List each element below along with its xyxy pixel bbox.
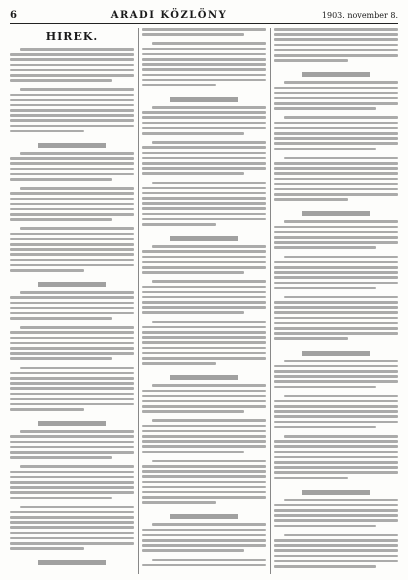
text-line-placeholder bbox=[10, 253, 134, 256]
text-line-placeholder bbox=[142, 410, 244, 413]
text-line-placeholder bbox=[274, 167, 398, 170]
text-line-placeholder bbox=[10, 393, 134, 396]
text-line-placeholder bbox=[274, 461, 398, 464]
subheading-placeholder bbox=[38, 143, 106, 148]
text-line-placeholder bbox=[274, 504, 398, 507]
text-line-placeholder bbox=[274, 276, 398, 279]
text-line-placeholder bbox=[284, 435, 398, 438]
column-1 bbox=[10, 28, 134, 574]
column-divider bbox=[138, 28, 139, 574]
text-line-placeholder bbox=[10, 168, 134, 171]
header-rule bbox=[10, 23, 398, 24]
text-line-placeholder bbox=[10, 238, 134, 241]
subheading-placeholder bbox=[170, 514, 238, 519]
subheading-placeholder bbox=[38, 560, 106, 565]
text-line-placeholder bbox=[10, 357, 112, 360]
text-line-placeholder bbox=[10, 94, 134, 97]
paragraph-gap bbox=[142, 555, 266, 559]
text-line-placeholder bbox=[10, 74, 134, 77]
column-3 bbox=[274, 28, 398, 574]
text-line-placeholder bbox=[142, 336, 266, 339]
text-line-placeholder bbox=[10, 192, 134, 195]
text-line-placeholder bbox=[10, 497, 112, 500]
masthead: ARADI KÖZLÖNY bbox=[110, 9, 228, 21]
text-line-placeholder bbox=[142, 534, 266, 537]
text-line-placeholder bbox=[152, 182, 266, 185]
column-divider bbox=[270, 28, 271, 574]
text-line-placeholder bbox=[10, 347, 134, 350]
text-line-placeholder bbox=[142, 357, 266, 360]
text-line-placeholder bbox=[142, 74, 266, 77]
text-line-placeholder bbox=[10, 302, 134, 305]
subheading-placeholder bbox=[38, 421, 106, 426]
text-line-placeholder bbox=[274, 311, 398, 314]
text-line-placeholder bbox=[142, 250, 266, 253]
text-line-placeholder bbox=[142, 152, 266, 155]
text-line-placeholder bbox=[142, 79, 266, 82]
paragraph-gap bbox=[10, 274, 134, 278]
text-line-placeholder bbox=[152, 419, 266, 422]
text-line-placeholder bbox=[142, 470, 266, 473]
text-line-placeholder bbox=[10, 317, 112, 320]
text-line-placeholder bbox=[274, 509, 398, 512]
text-line-placeholder bbox=[10, 162, 134, 165]
text-line-placeholder bbox=[20, 227, 134, 230]
text-line-placeholder bbox=[274, 332, 398, 335]
subheading-placeholder bbox=[38, 282, 106, 287]
text-line-placeholder bbox=[274, 87, 398, 90]
text-line-placeholder bbox=[142, 326, 266, 329]
text-line-placeholder bbox=[274, 440, 398, 443]
text-line-placeholder bbox=[10, 178, 112, 181]
text-line-placeholder bbox=[142, 296, 266, 299]
text-line-placeholder bbox=[142, 157, 266, 160]
paragraph-gap bbox=[10, 552, 134, 556]
text-line-placeholder bbox=[274, 555, 398, 558]
text-line-placeholder bbox=[10, 69, 134, 72]
text-line-placeholder bbox=[152, 106, 266, 109]
text-line-placeholder bbox=[10, 208, 134, 211]
column-text-placeholder bbox=[142, 28, 266, 566]
text-line-placeholder bbox=[10, 119, 134, 122]
text-line-placeholder bbox=[142, 445, 266, 448]
text-line-placeholder bbox=[274, 544, 398, 547]
text-line-placeholder bbox=[142, 48, 266, 51]
text-line-placeholder bbox=[142, 430, 266, 433]
text-line-placeholder bbox=[274, 405, 398, 408]
page-number: 6 bbox=[10, 9, 17, 21]
text-line-placeholder bbox=[274, 375, 398, 378]
text-line-placeholder bbox=[10, 307, 134, 310]
text-line-placeholder bbox=[10, 312, 134, 315]
text-line-placeholder bbox=[142, 306, 266, 309]
text-line-placeholder bbox=[10, 387, 134, 390]
subheading-placeholder bbox=[170, 375, 238, 380]
article-columns bbox=[10, 28, 398, 574]
text-line-placeholder bbox=[274, 261, 398, 264]
text-line-placeholder bbox=[10, 403, 134, 406]
text-line-placeholder bbox=[284, 220, 398, 223]
text-line-placeholder bbox=[10, 342, 134, 345]
text-line-placeholder bbox=[10, 125, 134, 128]
text-line-placeholder bbox=[10, 173, 134, 176]
text-line-placeholder bbox=[142, 167, 266, 170]
text-line-placeholder bbox=[274, 44, 398, 47]
text-line-placeholder bbox=[284, 81, 398, 84]
text-line-placeholder bbox=[10, 382, 134, 385]
text-line-placeholder bbox=[274, 445, 398, 448]
text-line-placeholder bbox=[10, 104, 134, 107]
paragraph-gap bbox=[10, 135, 134, 139]
text-line-placeholder bbox=[274, 59, 348, 62]
text-line-placeholder bbox=[142, 207, 266, 210]
text-line-placeholder bbox=[274, 188, 398, 191]
text-line-placeholder bbox=[274, 231, 398, 234]
text-line-placeholder bbox=[20, 367, 134, 370]
text-line-placeholder bbox=[142, 271, 244, 274]
text-line-placeholder bbox=[10, 203, 134, 206]
text-line-placeholder bbox=[10, 248, 134, 251]
text-line-placeholder bbox=[10, 377, 134, 380]
text-line-placeholder bbox=[152, 141, 266, 144]
text-line-placeholder bbox=[10, 157, 134, 160]
column-2 bbox=[142, 28, 266, 574]
text-line-placeholder bbox=[10, 521, 134, 524]
text-line-placeholder bbox=[20, 187, 134, 190]
paragraph-gap bbox=[10, 413, 134, 417]
section-heading: HIREK. bbox=[45, 30, 99, 43]
text-line-placeholder bbox=[142, 122, 266, 125]
text-line-placeholder bbox=[10, 435, 134, 438]
text-line-placeholder bbox=[284, 116, 398, 119]
text-line-placeholder bbox=[274, 421, 398, 424]
column-text-placeholder bbox=[10, 48, 134, 565]
text-line-placeholder bbox=[142, 451, 244, 454]
text-line-placeholder bbox=[274, 519, 398, 522]
text-line-placeholder bbox=[274, 477, 348, 480]
text-line-placeholder bbox=[142, 197, 266, 200]
text-line-placeholder bbox=[10, 331, 134, 334]
text-line-placeholder bbox=[274, 549, 398, 552]
text-line-placeholder bbox=[10, 64, 134, 67]
text-line-placeholder bbox=[284, 157, 398, 160]
text-line-placeholder bbox=[10, 218, 112, 221]
subheading-placeholder bbox=[302, 490, 370, 495]
text-line-placeholder bbox=[274, 525, 376, 528]
text-line-placeholder bbox=[274, 451, 398, 454]
text-line-placeholder bbox=[274, 337, 348, 340]
text-line-placeholder bbox=[10, 296, 134, 299]
text-line-placeholder bbox=[10, 53, 134, 56]
text-line-placeholder bbox=[284, 256, 398, 259]
paragraph-gap bbox=[142, 89, 266, 93]
text-line-placeholder bbox=[274, 415, 398, 418]
text-line-placeholder bbox=[274, 28, 398, 31]
text-line-placeholder bbox=[152, 384, 266, 387]
text-line-placeholder bbox=[142, 352, 266, 355]
text-line-placeholder bbox=[142, 291, 266, 294]
text-line-placeholder bbox=[274, 306, 398, 309]
issue-date: 1903. november 8. bbox=[321, 10, 398, 20]
text-line-placeholder bbox=[142, 256, 266, 259]
text-line-placeholder bbox=[10, 476, 134, 479]
text-line-placeholder bbox=[284, 360, 398, 363]
paragraph-gap bbox=[274, 343, 398, 347]
text-line-placeholder bbox=[274, 317, 398, 320]
text-line-placeholder bbox=[284, 296, 398, 299]
text-line-placeholder bbox=[10, 537, 134, 540]
text-line-placeholder bbox=[142, 33, 244, 36]
text-line-placeholder bbox=[274, 565, 376, 568]
text-line-placeholder bbox=[152, 42, 266, 45]
text-line-placeholder bbox=[20, 465, 134, 468]
paragraph-gap bbox=[274, 203, 398, 207]
subheading-placeholder bbox=[302, 72, 370, 77]
subheading-placeholder bbox=[170, 97, 238, 102]
text-line-placeholder bbox=[142, 539, 266, 542]
text-line-placeholder bbox=[142, 529, 266, 532]
text-line-placeholder bbox=[142, 187, 266, 190]
text-line-placeholder bbox=[274, 287, 376, 290]
text-line-placeholder bbox=[142, 544, 266, 547]
paragraph-gap bbox=[142, 228, 266, 232]
text-line-placeholder bbox=[142, 261, 266, 264]
text-line-placeholder bbox=[152, 559, 266, 562]
text-line-placeholder bbox=[142, 68, 266, 71]
text-line-placeholder bbox=[142, 132, 244, 135]
text-line-placeholder bbox=[10, 233, 134, 236]
text-line-placeholder bbox=[274, 301, 398, 304]
text-line-placeholder bbox=[10, 352, 134, 355]
text-line-placeholder bbox=[142, 63, 266, 66]
text-line-placeholder bbox=[274, 38, 398, 41]
paragraph-gap bbox=[10, 363, 134, 367]
text-line-placeholder bbox=[142, 311, 244, 314]
text-line-placeholder bbox=[142, 286, 266, 289]
text-line-placeholder bbox=[142, 116, 266, 119]
paragraph-gap bbox=[142, 178, 266, 182]
text-line-placeholder bbox=[274, 271, 398, 274]
text-line-placeholder bbox=[20, 326, 134, 329]
text-line-placeholder bbox=[274, 54, 398, 57]
text-line-placeholder bbox=[142, 84, 216, 87]
text-line-placeholder bbox=[274, 241, 398, 244]
text-line-placeholder bbox=[274, 49, 398, 52]
text-line-placeholder bbox=[274, 236, 398, 239]
text-line-placeholder bbox=[274, 282, 398, 285]
text-line-placeholder bbox=[20, 88, 134, 91]
text-line-placeholder bbox=[142, 127, 266, 130]
text-line-placeholder bbox=[142, 192, 266, 195]
paragraph-gap bbox=[274, 482, 398, 486]
text-line-placeholder bbox=[142, 400, 266, 403]
text-line-placeholder bbox=[142, 347, 266, 350]
text-line-placeholder bbox=[284, 395, 398, 398]
text-line-placeholder bbox=[20, 506, 134, 509]
text-line-placeholder bbox=[10, 213, 134, 216]
text-line-placeholder bbox=[274, 514, 398, 517]
text-line-placeholder bbox=[142, 218, 266, 221]
text-line-placeholder bbox=[274, 327, 398, 330]
text-line-placeholder bbox=[142, 491, 266, 494]
text-line-placeholder bbox=[274, 142, 398, 145]
text-line-placeholder bbox=[274, 471, 398, 474]
text-line-placeholder bbox=[274, 137, 398, 140]
text-line-placeholder bbox=[10, 511, 134, 514]
text-line-placeholder bbox=[142, 564, 266, 567]
text-line-placeholder bbox=[10, 99, 134, 102]
text-line-placeholder bbox=[142, 202, 266, 205]
text-line-placeholder bbox=[10, 547, 84, 550]
text-line-placeholder bbox=[274, 370, 398, 373]
text-line-placeholder bbox=[10, 516, 134, 519]
text-line-placeholder bbox=[142, 146, 266, 149]
text-line-placeholder bbox=[274, 226, 398, 229]
text-line-placeholder bbox=[274, 183, 398, 186]
text-line-placeholder bbox=[10, 542, 134, 545]
text-line-placeholder bbox=[142, 465, 266, 468]
text-line-placeholder bbox=[274, 102, 398, 105]
text-line-placeholder bbox=[142, 172, 244, 175]
text-line-placeholder bbox=[274, 198, 348, 201]
column-text-placeholder bbox=[274, 28, 398, 568]
text-line-placeholder bbox=[274, 172, 398, 175]
text-line-placeholder bbox=[20, 430, 134, 433]
text-line-placeholder bbox=[10, 58, 134, 61]
text-line-placeholder bbox=[274, 107, 376, 110]
text-line-placeholder bbox=[10, 243, 134, 246]
text-line-placeholder bbox=[274, 148, 376, 151]
text-line-placeholder bbox=[10, 471, 134, 474]
text-line-placeholder bbox=[20, 152, 134, 155]
text-line-placeholder bbox=[142, 501, 216, 504]
text-line-placeholder bbox=[142, 111, 266, 114]
text-line-placeholder bbox=[10, 198, 134, 201]
text-line-placeholder bbox=[274, 122, 398, 125]
subheading-placeholder bbox=[302, 211, 370, 216]
text-line-placeholder bbox=[274, 560, 398, 563]
text-line-placeholder bbox=[10, 79, 112, 82]
text-line-placeholder bbox=[10, 264, 134, 267]
text-line-placeholder bbox=[274, 400, 398, 403]
text-line-placeholder bbox=[10, 337, 134, 340]
text-line-placeholder bbox=[142, 425, 266, 428]
text-line-placeholder bbox=[142, 395, 266, 398]
text-line-placeholder bbox=[10, 526, 134, 529]
text-line-placeholder bbox=[10, 486, 134, 489]
text-line-placeholder bbox=[142, 481, 266, 484]
text-line-placeholder bbox=[274, 178, 398, 181]
text-line-placeholder bbox=[142, 405, 266, 408]
text-line-placeholder bbox=[142, 341, 266, 344]
text-line-placeholder bbox=[152, 523, 266, 526]
paragraph-gap bbox=[142, 506, 266, 510]
text-line-placeholder bbox=[142, 362, 216, 365]
text-line-placeholder bbox=[274, 246, 376, 249]
text-line-placeholder bbox=[274, 322, 398, 325]
text-line-placeholder bbox=[274, 193, 398, 196]
paragraph-gap bbox=[142, 367, 266, 371]
text-line-placeholder bbox=[274, 162, 398, 165]
text-line-placeholder bbox=[152, 460, 266, 463]
text-line-placeholder bbox=[274, 410, 398, 413]
text-line-placeholder bbox=[284, 534, 398, 537]
text-line-placeholder bbox=[10, 408, 84, 411]
text-line-placeholder bbox=[142, 496, 266, 499]
text-line-placeholder bbox=[10, 456, 112, 459]
text-line-placeholder bbox=[10, 441, 134, 444]
text-line-placeholder bbox=[142, 549, 244, 552]
text-line-placeholder bbox=[284, 499, 398, 502]
subheading-placeholder bbox=[170, 236, 238, 241]
text-line-placeholder bbox=[274, 127, 398, 130]
text-line-placeholder bbox=[142, 162, 266, 165]
text-line-placeholder bbox=[142, 53, 266, 56]
text-line-placeholder bbox=[274, 386, 376, 389]
text-line-placeholder bbox=[20, 48, 134, 51]
text-line-placeholder bbox=[152, 321, 266, 324]
text-line-placeholder bbox=[10, 451, 134, 454]
paragraph-gap bbox=[274, 252, 398, 256]
text-line-placeholder bbox=[10, 446, 134, 449]
text-line-placeholder bbox=[274, 456, 398, 459]
text-line-placeholder bbox=[10, 269, 84, 272]
text-line-placeholder bbox=[142, 435, 266, 438]
text-line-placeholder bbox=[142, 301, 266, 304]
text-line-placeholder bbox=[274, 33, 398, 36]
text-line-placeholder bbox=[10, 130, 84, 133]
text-line-placeholder bbox=[10, 532, 134, 535]
text-line-placeholder bbox=[142, 266, 266, 269]
text-line-placeholder bbox=[274, 266, 398, 269]
text-line-placeholder bbox=[274, 539, 398, 542]
text-line-placeholder bbox=[142, 331, 266, 334]
text-line-placeholder bbox=[274, 92, 398, 95]
text-line-placeholder bbox=[142, 223, 216, 226]
text-line-placeholder bbox=[142, 213, 266, 216]
text-line-placeholder bbox=[152, 280, 266, 283]
text-line-placeholder bbox=[274, 132, 398, 135]
text-line-placeholder bbox=[142, 390, 266, 393]
text-line-placeholder bbox=[10, 372, 134, 375]
text-line-placeholder bbox=[20, 291, 134, 294]
text-line-placeholder bbox=[142, 58, 266, 61]
text-line-placeholder bbox=[274, 466, 398, 469]
text-line-placeholder bbox=[10, 109, 134, 112]
text-line-placeholder bbox=[10, 114, 134, 117]
paragraph-gap bbox=[274, 64, 398, 68]
text-line-placeholder bbox=[10, 481, 134, 484]
text-line-placeholder bbox=[142, 486, 266, 489]
text-line-placeholder bbox=[274, 426, 376, 429]
text-line-placeholder bbox=[10, 259, 134, 262]
text-line-placeholder bbox=[142, 440, 266, 443]
text-line-placeholder bbox=[274, 97, 398, 100]
text-line-placeholder bbox=[10, 398, 134, 401]
page-header bbox=[10, 8, 398, 22]
text-line-placeholder bbox=[152, 245, 266, 248]
text-line-placeholder bbox=[142, 28, 266, 31]
text-line-placeholder bbox=[142, 475, 266, 478]
text-line-placeholder bbox=[274, 365, 398, 368]
subheading-placeholder bbox=[302, 351, 370, 356]
text-line-placeholder bbox=[10, 491, 134, 494]
text-line-placeholder bbox=[274, 380, 398, 383]
